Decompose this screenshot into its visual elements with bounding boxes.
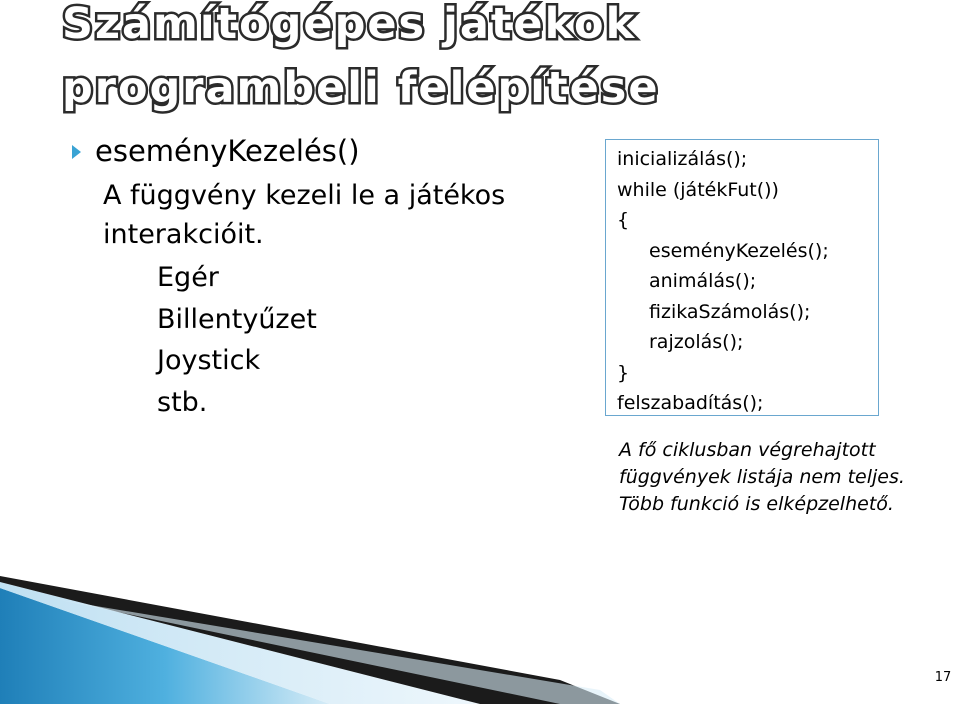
decorative-stripes	[0, 560, 960, 704]
bullet-item	[72, 131, 360, 171]
code-line: animálás();	[649, 270, 757, 292]
list-item: stb.	[157, 386, 208, 418]
list-item: Billentyűzet	[157, 303, 317, 335]
slide-number: 17	[934, 670, 952, 685]
note-text: A fő ciklusban végrehajtott függvények listája nem teljes. Több funkció is elképzelhető.	[619, 439, 905, 515]
code-line: }	[617, 361, 630, 384]
list-item: Egér	[157, 262, 219, 293]
input-device-list	[157, 257, 317, 423]
code-line: fizikaSzámolás();	[649, 300, 811, 323]
code-line: felszabadítás();	[617, 392, 764, 414]
slide-title: Számítógépes játékok programbeli felépítése	[62, 0, 660, 113]
code-line: rajzolás();	[649, 331, 744, 353]
code-line: eseményKezelés();	[649, 239, 829, 262]
code-line: {	[617, 209, 630, 231]
code-line: inicializálás();	[617, 148, 748, 170]
bullet-text: eseményKezelés()	[95, 134, 360, 168]
code-line: while (játékFut())	[617, 178, 779, 201]
description-text: A függvény kezeli le a játékos interakcióit.	[103, 180, 506, 250]
triangle-bullet-icon	[72, 145, 81, 159]
list-item: Joystick	[157, 345, 261, 376]
code-box	[605, 139, 879, 416]
